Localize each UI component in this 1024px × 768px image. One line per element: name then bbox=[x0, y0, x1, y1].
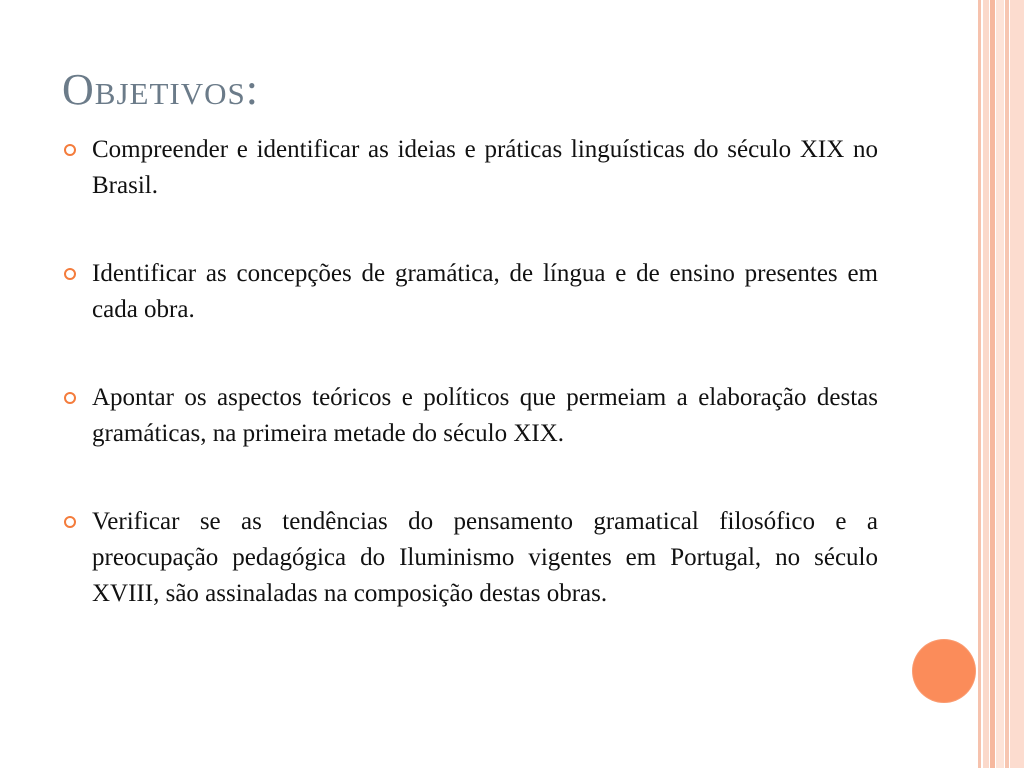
decorative-stripe bbox=[1010, 0, 1024, 768]
decorative-stripe bbox=[990, 0, 995, 768]
list-item bbox=[62, 504, 878, 612]
bullet-text: Compreender e identificar as ideias e práticas linguísticas do século XIX no Brasil. bbox=[92, 136, 878, 199]
decorative-stripe bbox=[1005, 0, 1009, 768]
circle-bullet-icon bbox=[64, 268, 76, 280]
decorative-stripe bbox=[983, 0, 989, 768]
circle-bullet-icon bbox=[64, 516, 76, 528]
bullet-text: Verificar se as tendências do pensamento gramatical filosófico e a preocupação pedagógica do Iluminismo vigentes em Portugal, no século XVIII, são assinaladas na composição destas obras. bbox=[92, 508, 878, 607]
slide-title: Objetivos: bbox=[62, 65, 259, 114]
bullet-text: Identificar as concepções de gramática, de língua e de ensino presentes em cada obra. bbox=[92, 260, 878, 323]
circle-bullet-icon bbox=[64, 392, 76, 404]
list-item bbox=[62, 256, 878, 328]
bullet-list bbox=[62, 132, 878, 664]
list-item bbox=[62, 380, 878, 452]
orange-circle-icon bbox=[913, 640, 975, 702]
list-item bbox=[62, 132, 878, 204]
circle-bullet-icon bbox=[64, 144, 76, 156]
decorative-stripe bbox=[978, 0, 981, 768]
bullet-text: Apontar os aspectos teóricos e políticos que permeiam a elaboração destas gramáticas, na primeira metade do século XIX. bbox=[92, 384, 878, 447]
decorative-stripe bbox=[996, 0, 1004, 768]
